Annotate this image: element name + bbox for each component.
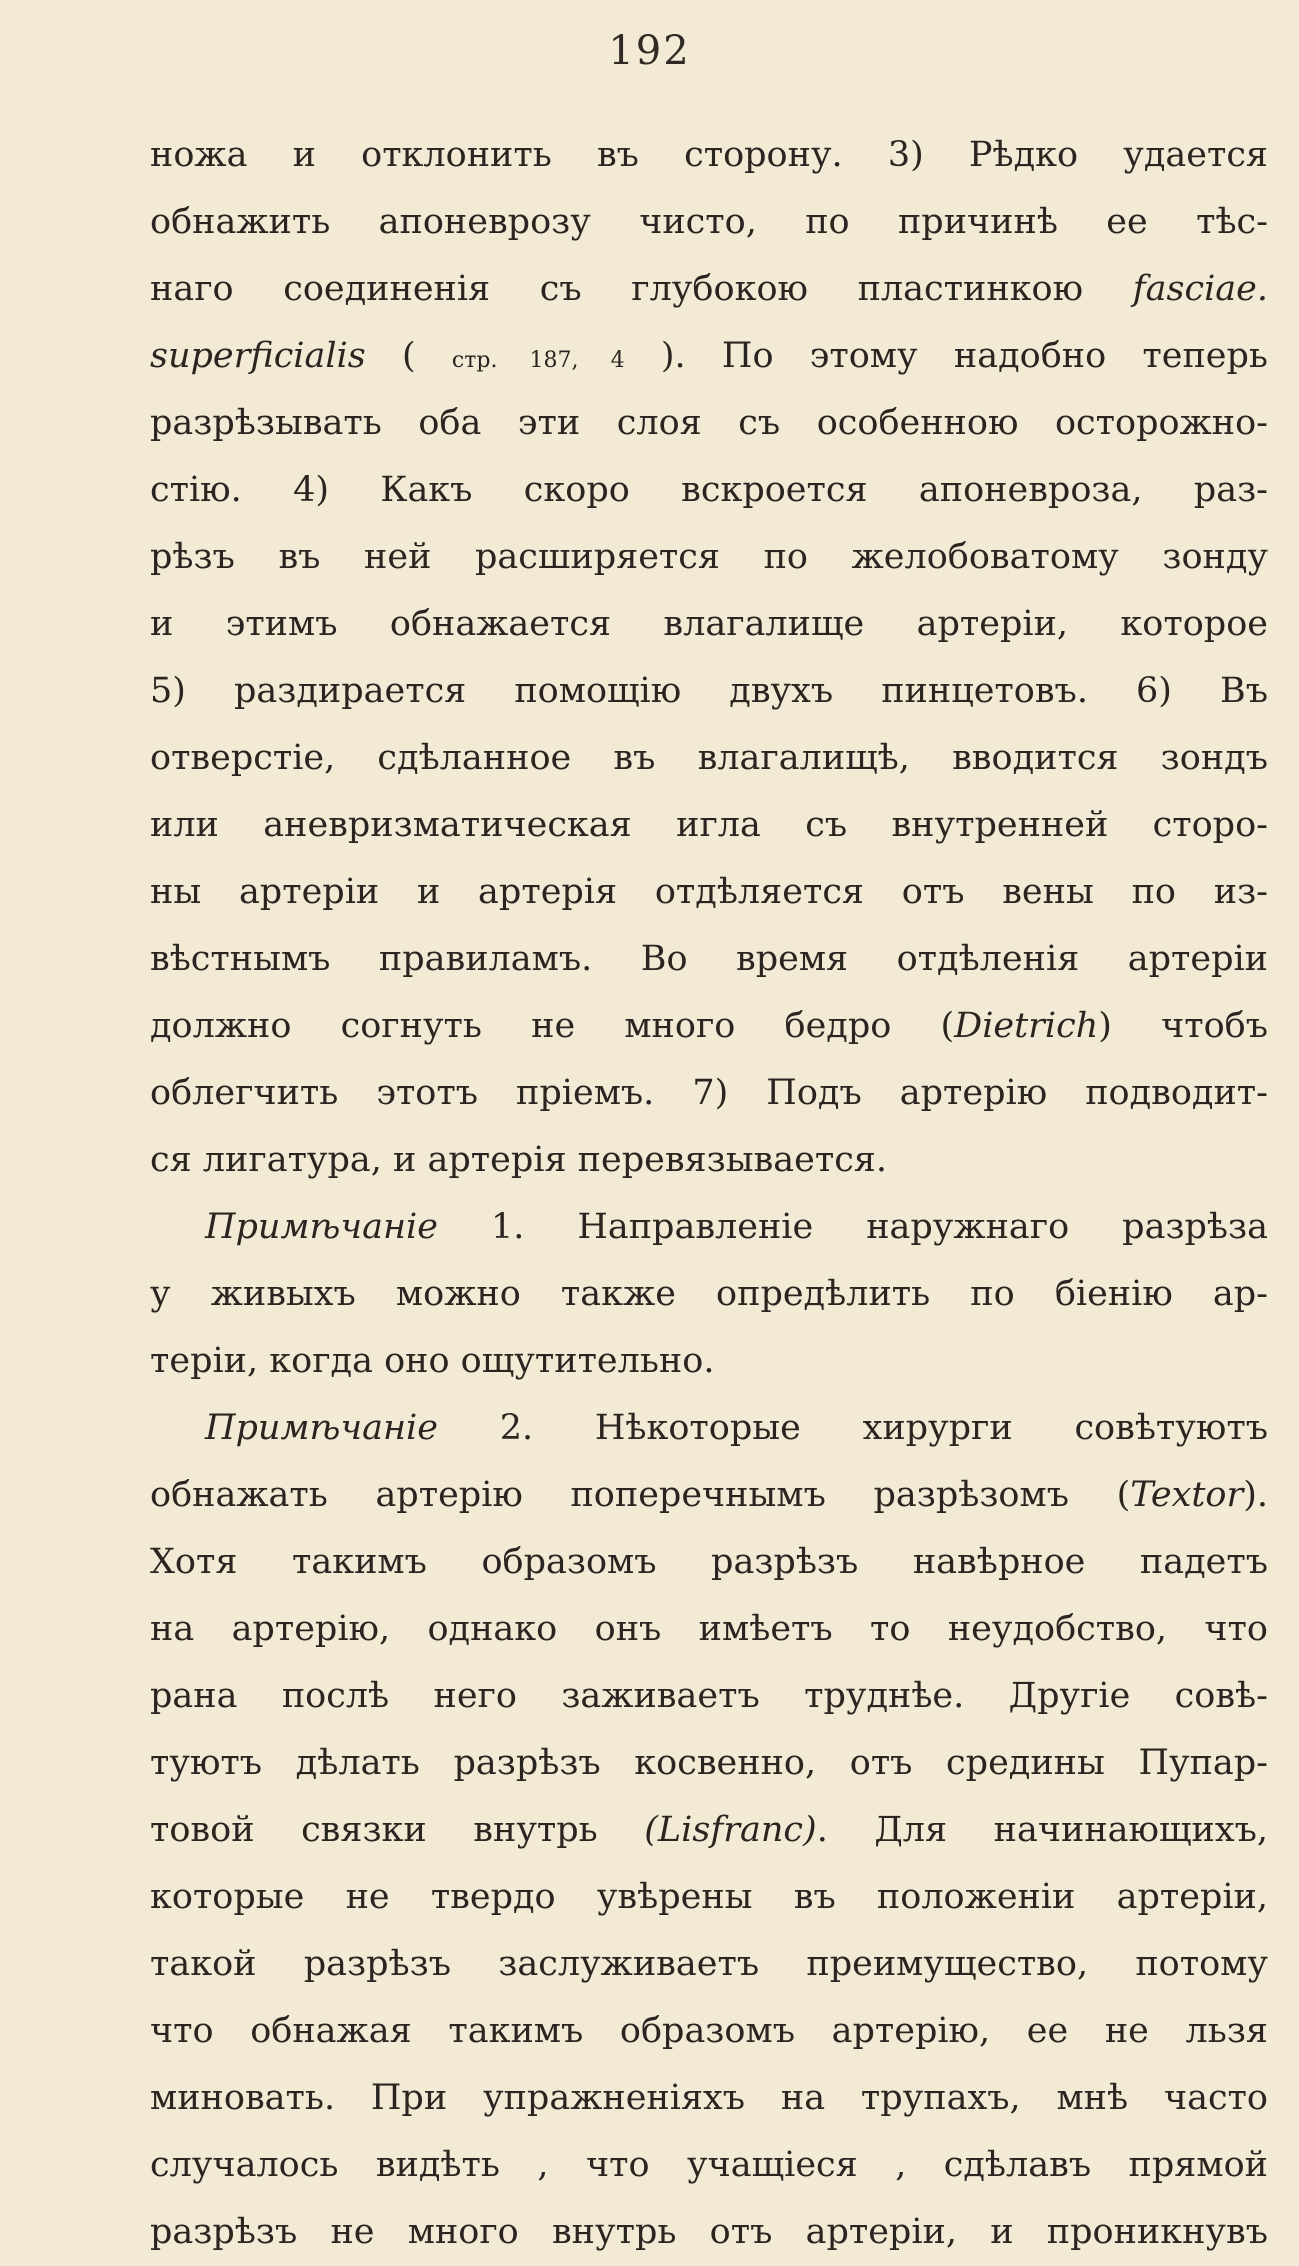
line-text: ножа и отклонить въ сторону. 3) Рѣдко удается [150, 135, 1268, 175]
text-line [150, 122, 1268, 189]
line-text: такой разрѣзъ заслуживаетъ преимущество, потому [150, 1944, 1268, 1984]
text-line [150, 1060, 1268, 1127]
text-line [150, 457, 1268, 524]
note-label: Примѣчаніе [205, 1408, 438, 1448]
line-text: 2. Нѣкоторые хирурги совѣтуютъ [437, 1408, 1268, 1448]
text-line [150, 256, 1268, 323]
text-line [150, 1596, 1268, 1663]
line-text: ( [365, 336, 452, 376]
line-text: стію. 4) Какъ скоро вскроется апоневроза, раз- [150, 470, 1268, 510]
line-text: случалось видѣть , что учащіеся , сдѣлавъ прямой [150, 2145, 1268, 2185]
line-text: Хотя такимъ образомъ разрѣзъ навѣрное падетъ [150, 1542, 1268, 1582]
text-line [150, 2132, 1268, 2199]
line-text: на артерію, однако онъ имѣетъ то неудобство, что [150, 1609, 1268, 1649]
line-text: ). По этому надобно теперь [624, 336, 1268, 376]
note-line [150, 1395, 1268, 1462]
text-line [150, 859, 1268, 926]
page-reference: стр. 187, 4 [451, 348, 625, 373]
text-line [150, 2065, 1268, 2132]
text-line [150, 1529, 1268, 1596]
text-line [150, 1261, 1268, 1328]
text-line [150, 658, 1268, 725]
line-text: рѣзъ въ ней расширяется по желобоватому зонду [150, 537, 1268, 577]
text-line [150, 993, 1268, 1060]
line-text: ны артеріи и артерія отдѣляется отъ вены по из- [150, 872, 1268, 912]
latin-term: superficialis [150, 336, 366, 376]
line-text: обнажить апоневрозу чисто, по причинѣ ее тѣс- [150, 202, 1268, 242]
line-text: ся лигатура, и артерія перевязывается. [150, 1140, 887, 1180]
text-line [150, 390, 1268, 457]
line-text: разрѣзывать оба эти слоя съ особенною осторожно- [150, 403, 1268, 443]
line-text: миновать. При упражненіяхъ на трупахъ, мнѣ часто [150, 2078, 1268, 2118]
text-line [150, 792, 1268, 859]
text-line [150, 1797, 1268, 1864]
text-line [150, 1998, 1268, 2065]
text-line [150, 1663, 1268, 1730]
text-line [150, 591, 1268, 658]
line-text: обнажать артерію поперечнымъ разрѣзомъ ( [150, 1475, 1131, 1515]
text-line [150, 2199, 1268, 2266]
line-text: отверстіе, сдѣланное въ влагалищѣ, вводится зондъ [150, 738, 1268, 778]
line-text: товой связки внутрь [150, 1810, 645, 1850]
text-line [150, 323, 1268, 390]
line-text: должно согнуть не много бедро ( [150, 1006, 955, 1046]
line-text: которые не твердо увѣрены въ положеніи артеріи, [150, 1877, 1268, 1917]
line-text: облегчить этотъ пріемъ. 7) Подъ артерію подводит- [150, 1073, 1268, 1113]
line-text: ) чтобъ [1098, 1006, 1268, 1046]
line-text: рана послѣ него заживаетъ труднѣе. Другіе совѣ- [150, 1676, 1268, 1716]
author-citation: Dietrich [954, 1006, 1099, 1046]
line-text: вѣстнымъ правиламъ. Во время отдѣленія артеріи [150, 939, 1268, 979]
line-text: . Для начинающихъ, [816, 1810, 1268, 1850]
author-citation: (Lisfranc) [644, 1810, 817, 1850]
text-line [150, 1328, 1268, 1395]
text-line [150, 524, 1268, 591]
note-label: Примѣчаніе [205, 1207, 438, 1247]
text-line [150, 1931, 1268, 1998]
line-text: 5) раздирается помощію двухъ пинцетовъ. 6) Въ [150, 671, 1268, 711]
latin-term: fasciae. [1132, 269, 1268, 309]
line-text: 1. Направленіе наружнаго разрѣза [437, 1207, 1268, 1247]
body-text [150, 122, 1268, 2266]
line-text: разрѣзъ не много внутрь отъ артеріи, и проникнувъ [150, 2212, 1268, 2252]
text-line [150, 1864, 1268, 1931]
text-line [150, 189, 1268, 256]
line-text: теріи, когда оно ощутительно. [150, 1341, 715, 1381]
line-text: или аневризматическая игла съ внутренней сторо- [150, 805, 1268, 845]
line-text: и этимъ обнажается влагалище артеріи, которое [150, 604, 1268, 644]
author-citation: Textor [1130, 1475, 1244, 1515]
line-text: у живыхъ можно также опредѣлить по біенію ар- [150, 1274, 1268, 1314]
text-line [150, 725, 1268, 792]
text-line [150, 1730, 1268, 1797]
line-text: что обнажая такимъ образомъ артерію, ее не льзя [150, 2011, 1268, 2051]
text-line [150, 926, 1268, 993]
page-number: 192 [608, 28, 691, 74]
text-line [150, 1127, 1268, 1194]
text-line [150, 1462, 1268, 1529]
note-line [150, 1194, 1268, 1261]
line-text: ). [1243, 1475, 1268, 1515]
line-text: наго соединенія съ глубокою пластинкою [150, 269, 1133, 309]
line-text: туютъ дѣлать разрѣзъ косвенно, отъ средины Пупар- [150, 1743, 1268, 1783]
